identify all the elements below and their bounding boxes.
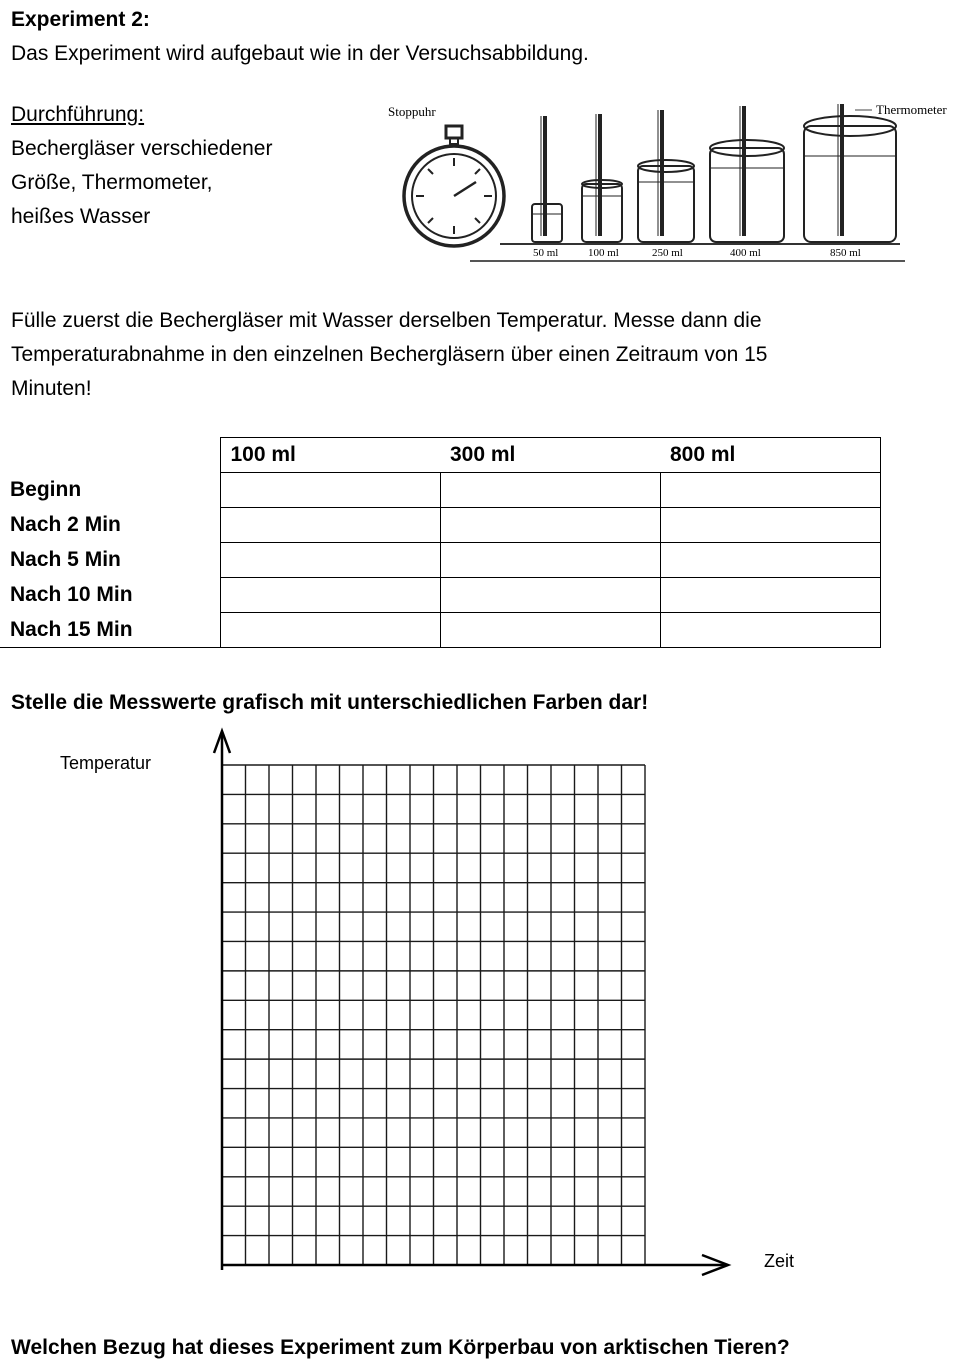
materials-line: Größe, Thermometer,: [11, 171, 213, 194]
setup-text: Das Experiment wird aufgebaut wie in der Versuchsabbildung.: [11, 42, 589, 65]
table-row: [0, 508, 880, 543]
procedure-section: [11, 98, 272, 234]
reflection-question: Welchen Bezug hat dieses Experiment zum Körperbau von arktischen Tieren?: [11, 1336, 790, 1359]
beaker-50ml: [532, 116, 562, 242]
beaker-label: 100 ml: [588, 247, 619, 259]
column-header: 800 ml: [660, 438, 880, 473]
table-cell[interactable]: [660, 508, 880, 543]
measurement-table: [0, 437, 881, 648]
table-row: [0, 473, 880, 508]
materials-line: Bechergläser verschiedener: [11, 137, 273, 160]
table-cell[interactable]: [440, 613, 660, 648]
beaker-250ml: [638, 110, 694, 242]
row-label: Nach 10 Min: [0, 578, 220, 613]
stopwatch-label: Stoppuhr: [388, 104, 436, 119]
y-axis-label: Temperatur: [60, 753, 152, 773]
instruction-line: Temperaturabnahme in den einzelnen Bechergläsern über einen Zeitraum von 15: [11, 343, 768, 366]
row-label: Beginn: [0, 473, 220, 508]
table-cell[interactable]: [220, 613, 440, 648]
beaker-100ml: [582, 114, 622, 242]
row-label: Nach 15 Min: [0, 613, 220, 648]
beaker-label: 50 ml: [533, 247, 559, 259]
table-header-row: [0, 438, 880, 473]
table-cell[interactable]: [220, 508, 440, 543]
table-cell[interactable]: [660, 613, 880, 648]
experiment-heading: Experiment 2:: [11, 8, 150, 31]
column-header: 300 ml: [440, 438, 660, 473]
table-cell[interactable]: [440, 473, 660, 508]
procedure-heading: Durchführung:: [11, 103, 145, 126]
row-label: Nach 5 Min: [0, 543, 220, 578]
instruction-line: Minuten!: [11, 377, 92, 400]
table-corner: [0, 438, 220, 473]
stopwatch-icon: [404, 126, 504, 246]
table-cell[interactable]: [220, 578, 440, 613]
table-cell[interactable]: [440, 508, 660, 543]
intro-section: [11, 3, 589, 71]
table-row: [0, 578, 880, 613]
beaker-label: 400 ml: [730, 247, 761, 259]
table-cell[interactable]: [220, 473, 440, 508]
beaker-400ml: [710, 106, 784, 242]
table-cell[interactable]: [440, 578, 660, 613]
instructions: [11, 304, 911, 406]
graph-grid[interactable]: [180, 725, 800, 1285]
experiment-figure: [380, 96, 960, 286]
column-header: 100 ml: [220, 438, 440, 473]
table-cell[interactable]: [220, 543, 440, 578]
thermometer-label: Thermometer: [876, 102, 947, 117]
materials-line: heißes Wasser: [11, 205, 151, 228]
row-label: Nach 2 Min: [0, 508, 220, 543]
table-cell[interactable]: [660, 473, 880, 508]
table-row: [0, 613, 880, 648]
table-row: [0, 543, 880, 578]
beaker-850ml: [804, 104, 896, 242]
table-cell[interactable]: [440, 543, 660, 578]
beaker-label: 250 ml: [652, 247, 683, 259]
table-cell[interactable]: [660, 543, 880, 578]
x-axis-label: Zeit: [764, 1251, 795, 1271]
graph-task: Stelle die Messwerte grafisch mit unterschiedlichen Farben dar!: [11, 691, 649, 714]
beaker-label: 850 ml: [830, 247, 861, 259]
table-cell[interactable]: [660, 578, 880, 613]
instruction-line: Fülle zuerst die Bechergläser mit Wasser derselben Temperatur. Messe dann die: [11, 309, 762, 332]
